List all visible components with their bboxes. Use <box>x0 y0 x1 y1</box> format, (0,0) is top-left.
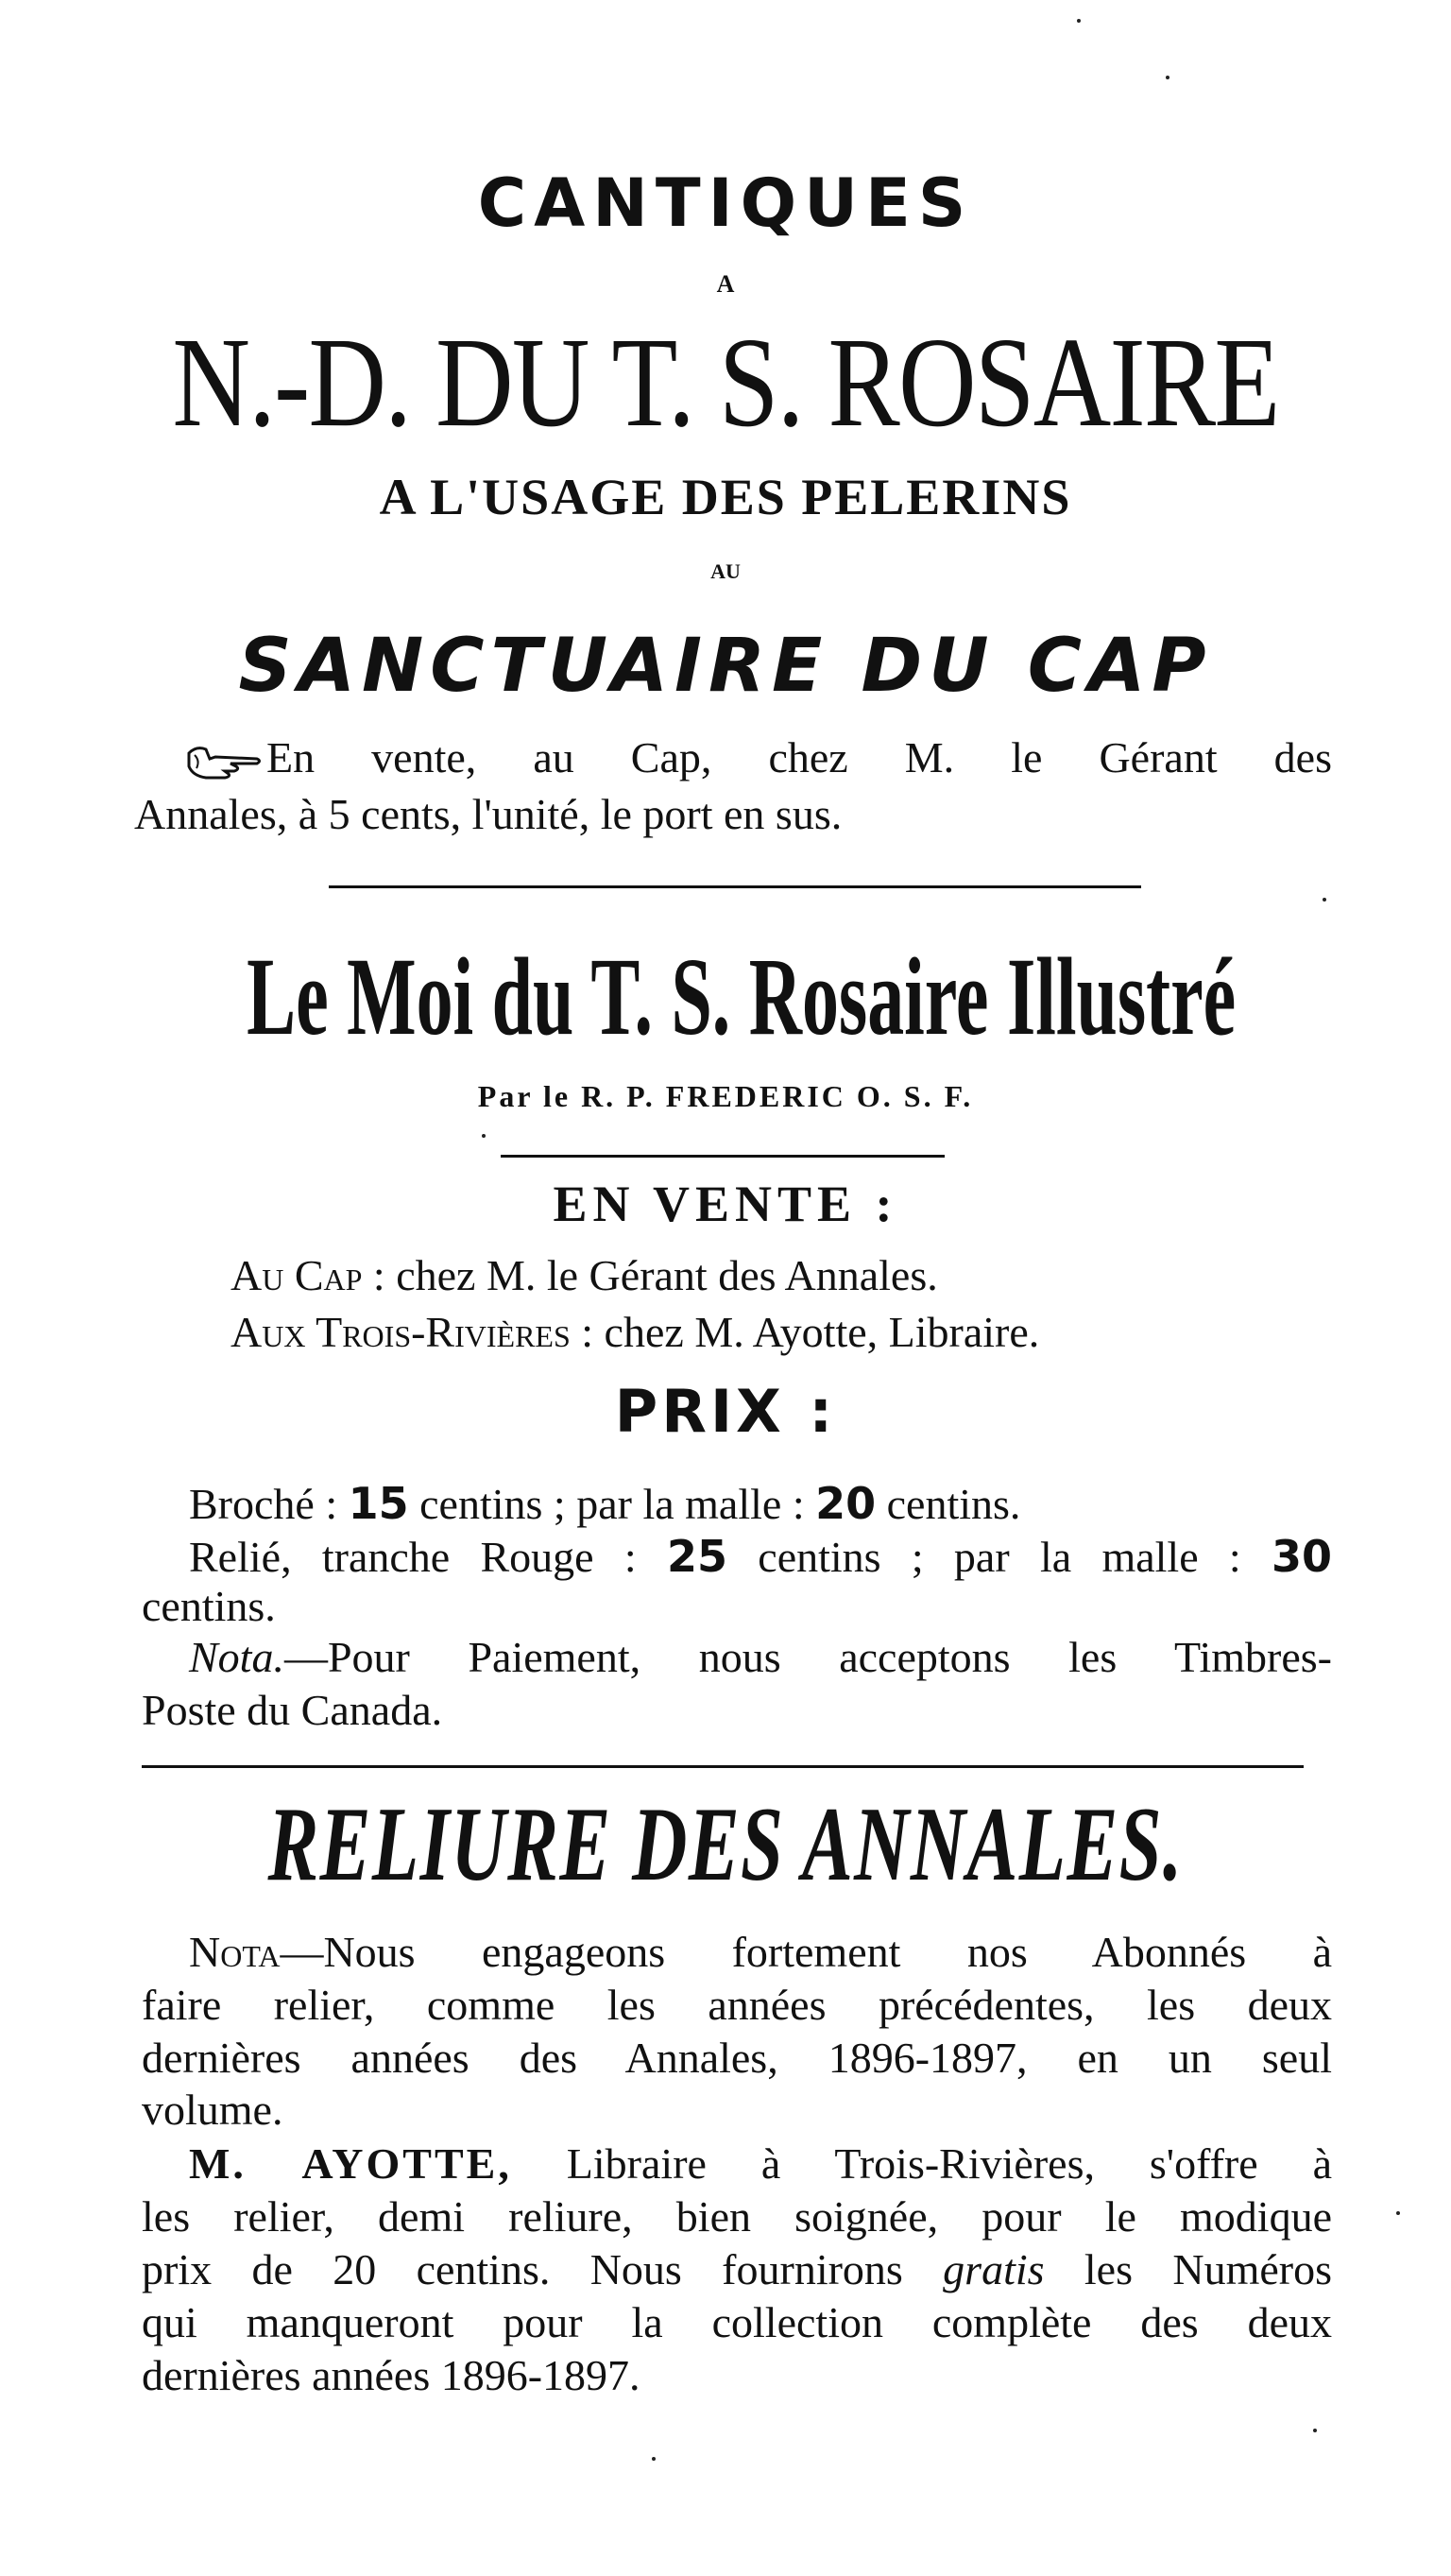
sale-point-trois-rivieres <box>230 1306 1039 1359</box>
nota-timbres-line2: Poste du Canada. <box>142 1686 443 1734</box>
reliure-p2-l4: qui manqueront pour la collection complète des deux <box>142 2298 1332 2346</box>
reliure-nota-label: Nota <box>189 1928 281 1976</box>
sale-point-cap-text: : chez M. le Gérant des Annales. <box>362 1251 938 1299</box>
sale-point-tr-text: : chez M. Ayotte, Libraire. <box>570 1308 1040 1356</box>
reliure-p2-l1: Libraire à Trois-Rivières, s'offre à <box>511 2139 1332 2188</box>
reliure-gratis: gratis <box>943 2245 1045 2293</box>
ayotte-name: M. AYOTTE, <box>189 2139 512 2188</box>
cantiques-title: N.-D. DU T. S. ROSAIRE <box>172 312 1279 454</box>
cantiques-au: AU <box>710 559 741 583</box>
price-broche-a: Broché : <box>189 1480 349 1528</box>
divider-rule <box>329 885 1141 888</box>
sanctuaire-heading: SANCTUAIRE DU CAP <box>238 624 1213 709</box>
reliure-p1-line4: volume. <box>142 2086 283 2134</box>
reliure-p2-l3a: prix de 20 centins. Nous fournirons <box>142 2245 944 2293</box>
scan-speck <box>652 2457 656 2461</box>
cantiques-a: A <box>716 270 735 298</box>
divider-rule <box>142 1765 1304 1768</box>
reliure-p2-line2 <box>142 2190 1332 2243</box>
scan-speck <box>1166 76 1169 79</box>
price-broche <box>189 1477 1020 1531</box>
reliure-p2-line1 <box>189 2138 1332 2190</box>
sale-point-cap-label: Au Cap <box>230 1251 363 1299</box>
nota-timbres-text: —Pour Paiement, nous acceptons les Timbres- <box>283 1633 1332 1681</box>
scan-speck <box>1077 19 1081 23</box>
price-relie-line2: centins. <box>142 1582 276 1630</box>
reliure-p2-line4 <box>142 2296 1332 2349</box>
price-relie <box>189 1530 1332 1584</box>
reliure-p2-line5: dernières années 1896-1897. <box>142 2351 640 2399</box>
price-broche-n2: 20 <box>815 1478 877 1529</box>
reliure-p2-line3 <box>142 2243 1332 2296</box>
reliure-p2-l3b: les Numéros <box>1044 2245 1332 2293</box>
scan-speck <box>1313 2429 1317 2432</box>
reliure-p1-line1 <box>189 1926 1332 1979</box>
price-relie-b: centins ; par la malle : <box>726 1533 1272 1581</box>
sale-point-cap <box>230 1249 938 1302</box>
divider-rule <box>501 1155 945 1158</box>
cantiques-kicker: CANTIQUES <box>477 164 974 242</box>
moi-title: Le Moi du T. S. Rosaire Illustré <box>247 935 1237 1058</box>
prix-heading: PRIX : <box>614 1377 837 1446</box>
price-broche-b: centins ; par la malle : <box>408 1480 816 1528</box>
scan-speck <box>1323 898 1326 902</box>
price-relie-n2: 30 <box>1271 1531 1332 1582</box>
nota-label: Nota. <box>189 1633 284 1681</box>
pointing-hand-icon <box>187 740 263 783</box>
reliure-p1-l1: —Nous engageons fortement nos Abonnés à <box>280 1928 1332 1976</box>
moi-author <box>0 1077 1451 1115</box>
price-relie-a: Relié, tranche Rouge : <box>189 1533 667 1581</box>
reliure-title: RELIURE DES ANNALES. <box>267 1786 1184 1903</box>
cantiques-vente-line1: En vente, au Cap, chez M. le Gérant des <box>266 733 1332 781</box>
price-broche-n1: 15 <box>348 1478 409 1529</box>
reliure-p1-line3 <box>142 2032 1332 2085</box>
cantiques-vente-line2: Annales, à 5 cents, l'unité, le port en sus. <box>134 790 843 838</box>
reliure-p1-l3: dernières années des Annales, 1896-1897, en un seul <box>142 2034 1332 2082</box>
reliure-p1-l2: faire relier, comme les années précédentes, les deux <box>142 1981 1332 2029</box>
moi-author-text: Par le R. P. FREDERIC O. S. F. <box>477 1079 974 1113</box>
sale-point-tr-label: Aux Trois-Rivières <box>230 1308 571 1356</box>
reliure-p2-l2: les relier, demi reliure, bien soignée, pour le modique <box>142 2192 1332 2241</box>
cantiques-usage: A L'USAGE DES PELERINS <box>379 469 1072 525</box>
en-vente-heading: EN VENTE : <box>553 1176 898 1232</box>
reliure-p1-line2 <box>142 1979 1332 2032</box>
scan-speck <box>1396 2211 1400 2215</box>
price-broche-c: centins. <box>876 1480 1021 1528</box>
price-relie-n1: 25 <box>666 1531 727 1582</box>
scan-speck <box>482 1134 486 1138</box>
nota-timbres-line1 <box>189 1631 1332 1684</box>
